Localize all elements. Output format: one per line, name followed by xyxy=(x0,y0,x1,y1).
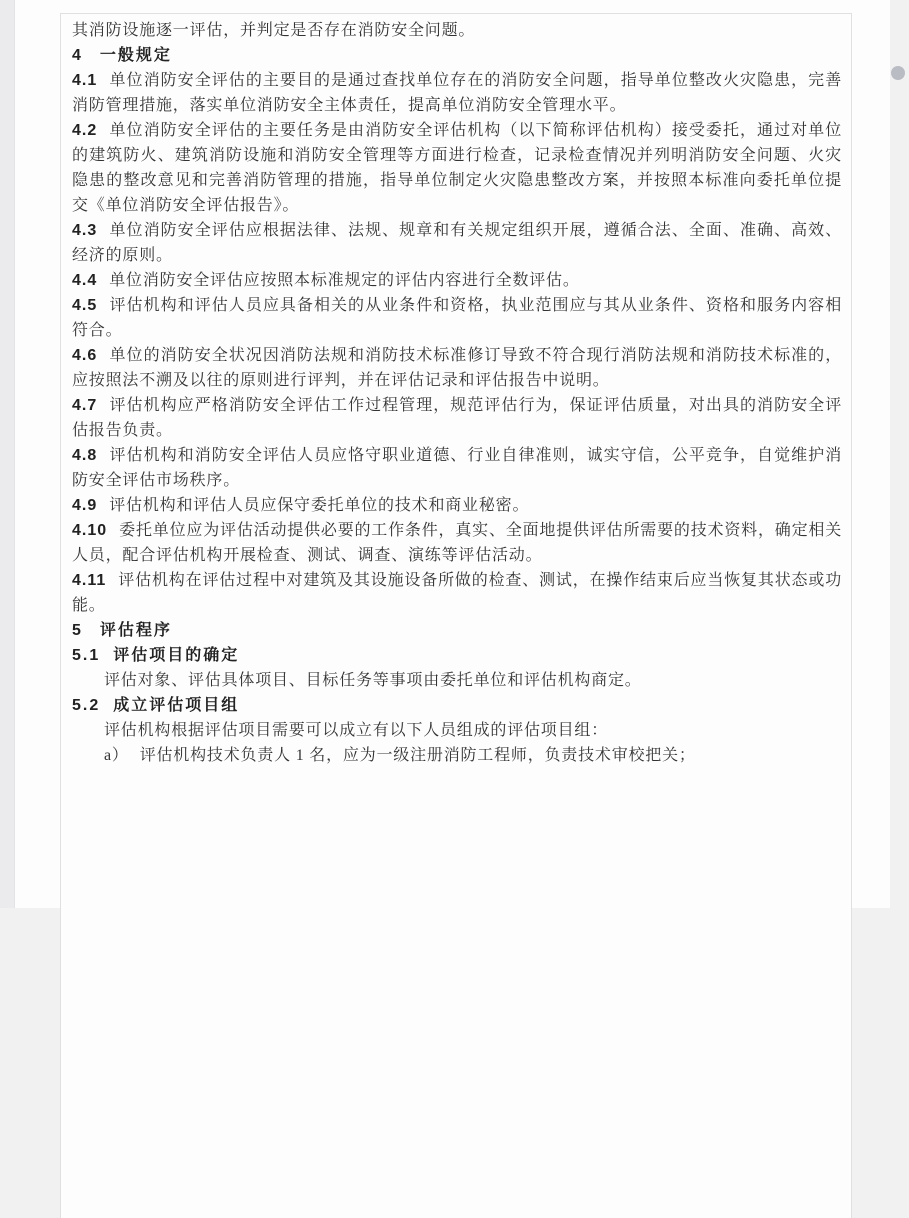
heading-title: 评估程序 xyxy=(99,622,172,639)
section-heading-4 xyxy=(72,43,842,68)
clause-4-11 xyxy=(72,568,842,618)
clause-text: 评估机构在评估过程中对建筑及其设施设备所做的检查、测试，在操作结束后应当恢复其状态或功能。 xyxy=(72,572,842,614)
left-gutter xyxy=(0,0,15,908)
clause-text: 单位消防安全评估的主要任务是由消防安全评估机构（以下简称评估机构）接受委托，通过对单位的建筑防火、建筑消防设施和消防安全管理等方面进行检查，记录检查情况并列明消防安全问题、火灾隐患的整改意见和完善消防管理的措施，指导单位制定火灾隐患整改方案，并按照本标准向委托单位提交《单位消防安全评估报告》。 xyxy=(72,122,842,214)
clause-number: 4.5 xyxy=(72,297,98,314)
clause-4-4 xyxy=(72,268,842,293)
heading-number: 4 xyxy=(72,47,83,64)
clause-4-8 xyxy=(72,443,842,493)
clause-number: 4.3 xyxy=(72,222,98,239)
clause-text: 单位消防安全评估的主要目的是通过查找单位存在的消防安全问题，指导单位整改火灾隐患，完善消防管理措施，落实单位消防安全主体责任，提高单位消防安全管理水平。 xyxy=(72,72,842,114)
clause-text: 单位消防安全评估应按照本标准规定的评估内容进行全数评估。 xyxy=(109,272,580,289)
clause-text: 单位消防安全评估应根据法律、法规、规章和有关规定组织开展，遵循合法、全面、准确、高效、经济的原则。 xyxy=(72,222,842,264)
clause-number: 4.8 xyxy=(72,447,98,464)
clause-number: 4.9 xyxy=(72,497,98,514)
list-item-marker: a） xyxy=(104,747,129,764)
clause-4-3 xyxy=(72,218,842,268)
document-content xyxy=(60,13,852,1218)
heading-title: 一般规定 xyxy=(99,47,172,64)
list-item-text: 评估机构技术负责人 1 名，应为一级注册消防工程师，负责技术审校把关； xyxy=(139,747,696,764)
list-item-a xyxy=(72,743,842,768)
paragraph-5-2: 评估机构根据评估项目需要可以成立有以下人员组成的评估项目组： xyxy=(104,722,609,739)
clause-number: 4.6 xyxy=(72,347,98,364)
scrollbar-track[interactable] xyxy=(890,0,909,908)
clause-number: 4.7 xyxy=(72,397,98,414)
scrollbar-thumb[interactable] xyxy=(891,66,905,80)
heading-number: 5.1 xyxy=(72,647,101,664)
clause-4-5 xyxy=(72,293,842,343)
clause-text: 委托单位应为评估活动提供必要的工作条件，真实、全面地提供评估所需要的技术资料，确定相关人员，配合评估机构开展检查、测试、调查、演练等评估活动。 xyxy=(72,522,842,564)
clause-4-7 xyxy=(72,393,842,443)
clause-text: 评估机构和评估人员应保守委托单位的技术和商业秘密。 xyxy=(109,497,530,514)
clause-4-10 xyxy=(72,518,842,568)
clause-number: 4.11 xyxy=(72,572,107,589)
clause-number: 4.2 xyxy=(72,122,98,139)
subsection-heading-5-2 xyxy=(72,693,842,718)
section-heading-5 xyxy=(72,618,842,643)
clause-text: 评估机构和消防安全评估人员应恪守职业道德、行业自律准则，诚实守信，公平竞争，自觉维护消防安全评估市场秩序。 xyxy=(72,447,842,489)
heading-title: 评估项目的确定 xyxy=(113,647,240,664)
clause-4-9 xyxy=(72,493,842,518)
clause-text: 单位的消防安全状况因消防法规和消防技术标准修订导致不符合现行消防法规和消防技术标准的，应按照法不溯及以往的原则进行评判，并在评估记录和评估报告中说明。 xyxy=(72,347,842,389)
heading-number: 5 xyxy=(72,622,83,639)
clause-number: 4.4 xyxy=(72,272,98,289)
lead-paragraph: 其消防设施逐一评估，并判定是否存在消防安全问题。 xyxy=(72,22,476,39)
clause-number: 4.10 xyxy=(72,522,108,539)
clause-number: 4.1 xyxy=(72,72,98,89)
clause-text: 评估机构应严格消防安全评估工作过程管理，规范评估行为，保证评估质量，对出具的消防安全评估报告负责。 xyxy=(72,397,842,439)
subsection-heading-5-1 xyxy=(72,643,842,668)
clause-text: 评估机构和评估人员应具备相关的从业条件和资格，执业范围应与其从业条件、资格和服务内容相符合。 xyxy=(72,297,842,339)
heading-title: 成立评估项目组 xyxy=(113,697,240,714)
clause-4-2 xyxy=(72,118,842,218)
heading-number: 5.2 xyxy=(72,697,101,714)
paragraph-5-1: 评估对象、评估具体项目、目标任务等事项由委托单位和评估机构商定。 xyxy=(104,672,642,689)
clause-4-1 xyxy=(72,68,842,118)
clause-4-6 xyxy=(72,343,842,393)
